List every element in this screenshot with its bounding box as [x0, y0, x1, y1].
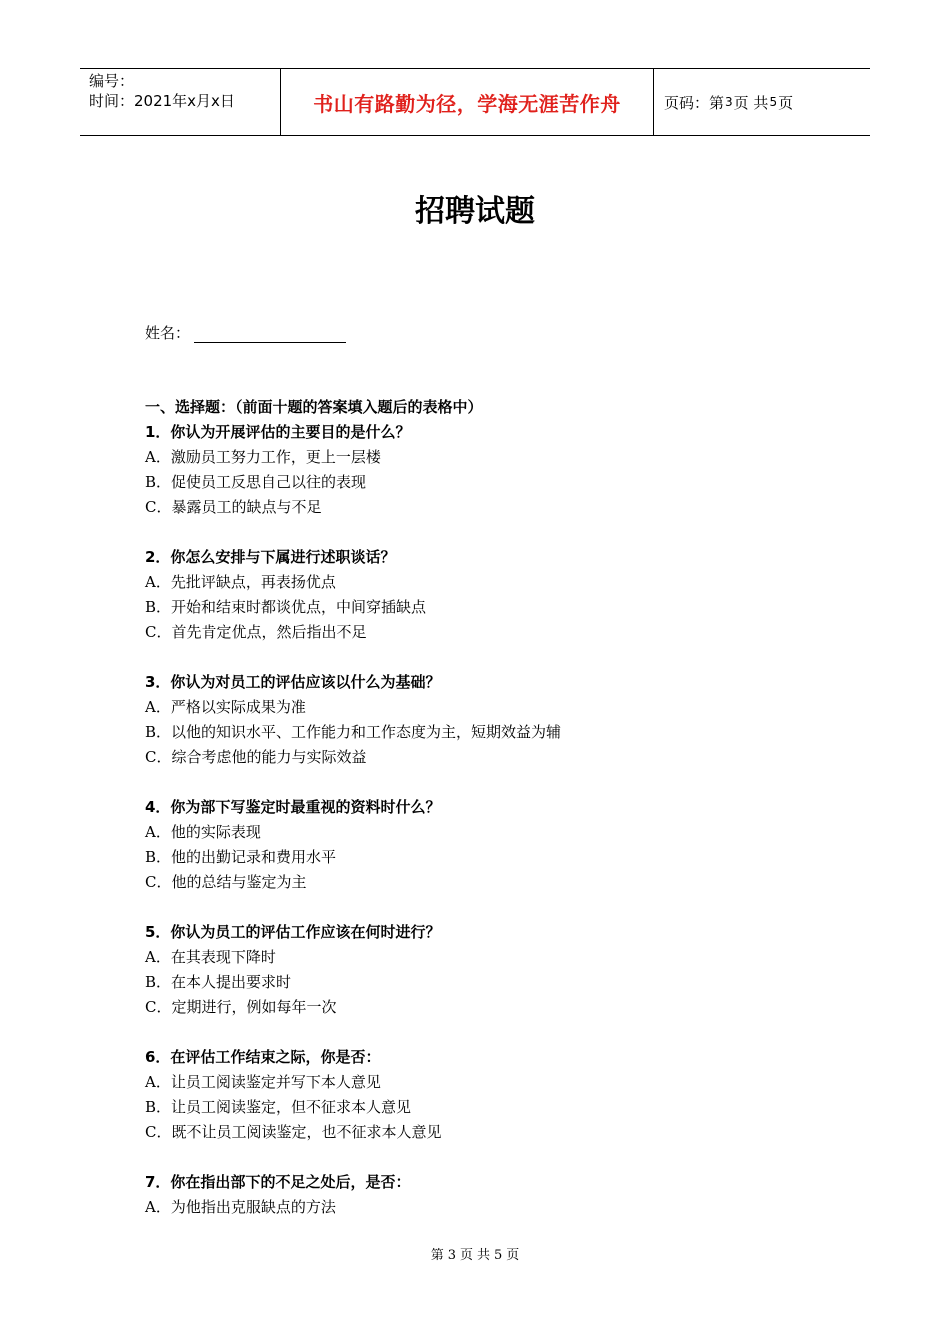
question-option: C．综合考虑他的能力与实际效益	[145, 748, 367, 766]
question-title: 5．你认为员工的评估工作应该在何时进行？	[145, 923, 441, 941]
name-label: 姓名：	[145, 324, 191, 342]
question-option: C．既不让员工阅读鉴定，也不征求本人意见	[145, 1123, 442, 1141]
name-field-row	[145, 322, 346, 343]
question-option: B．促使员工反思自己以往的表现	[145, 473, 367, 491]
page-suffix: 页	[778, 93, 794, 112]
footer-word-page: 第	[430, 1248, 444, 1263]
question-block	[145, 670, 845, 770]
question-option: A．严格以实际成果为准	[145, 698, 306, 716]
question-title: 4．你为部下写鉴定时最重视的资料时什么？	[145, 798, 441, 816]
page-current: 3	[725, 95, 733, 109]
name-blank-line[interactable]	[194, 326, 346, 343]
question-title: 7．你在指出部下的不足之处后，是否：	[145, 1173, 411, 1191]
time-label: 时间：2021年x月x日	[89, 92, 235, 110]
question-option: B．开始和结束时都谈优点，中间穿插缺点	[145, 598, 427, 616]
question-option: A．让员工阅读鉴定并写下本人意见	[145, 1073, 381, 1091]
page-mid: 页 共	[733, 93, 769, 112]
question-block	[145, 545, 845, 645]
exam-content	[145, 395, 845, 1245]
question-option: C．他的总结与鉴定为主	[145, 873, 307, 891]
question-option: A．激励员工努力工作，更上一层楼	[145, 448, 381, 466]
footer-word-page3: 页	[506, 1248, 520, 1263]
footer-word-total: 共	[477, 1248, 491, 1263]
question-block	[145, 1045, 845, 1145]
page-total: 5	[769, 95, 778, 109]
footer-word-page2: 页	[459, 1248, 473, 1263]
footer-current: 3	[447, 1248, 456, 1263]
question-title: 3．你认为对员工的评估应该以什么为基础？	[145, 673, 441, 691]
question-option: C．暴露员工的缺点与不足	[145, 498, 322, 516]
question-option: B．在本人提出要求时	[145, 973, 292, 991]
header-page-info	[654, 69, 870, 135]
question-option: B．以他的知识水平、工作能力和工作态度为主，短期效益为辅	[145, 723, 562, 741]
question-block	[145, 420, 845, 520]
section-heading: 一、选择题：（前面十题的答案填入题后的表格中）	[145, 398, 483, 416]
document-title: 招聘试题	[415, 194, 535, 229]
question-option: C．首先肯定优点，然后指出不足	[145, 623, 367, 641]
page-footer	[0, 1246, 950, 1266]
question-block	[145, 1170, 845, 1220]
question-option: A．为他指出克服缺点的方法	[145, 1198, 336, 1216]
question-block	[145, 795, 845, 895]
page-prefix: 页码：第	[664, 93, 725, 112]
header-motto: 书山有路勤为径，学海无涯苦作舟	[281, 69, 654, 135]
question-title: 6．在评估工作结束之际，你是否：	[145, 1048, 381, 1066]
footer-total: 5	[494, 1248, 503, 1263]
question-list	[145, 420, 845, 1220]
question-option: B．让员工阅读鉴定，但不征求本人意见	[145, 1098, 412, 1116]
header-info-cell	[80, 69, 281, 135]
question-title: 1．你认为开展评估的主要目的是什么？	[145, 423, 411, 441]
question-option: A．先批评缺点，再表扬优点	[145, 573, 336, 591]
page-header	[80, 68, 870, 136]
question-option: C．定期进行，例如每年一次	[145, 998, 337, 1016]
question-option: A．他的实际表现	[145, 823, 261, 841]
question-option: B．他的出勤记录和费用水平	[145, 848, 337, 866]
serial-number-label: 编号：	[89, 72, 135, 90]
question-title: 2．你怎么安排与下属进行述职谈话？	[145, 548, 396, 566]
question-block	[145, 920, 845, 1020]
question-option: A．在其表现下降时	[145, 948, 276, 966]
